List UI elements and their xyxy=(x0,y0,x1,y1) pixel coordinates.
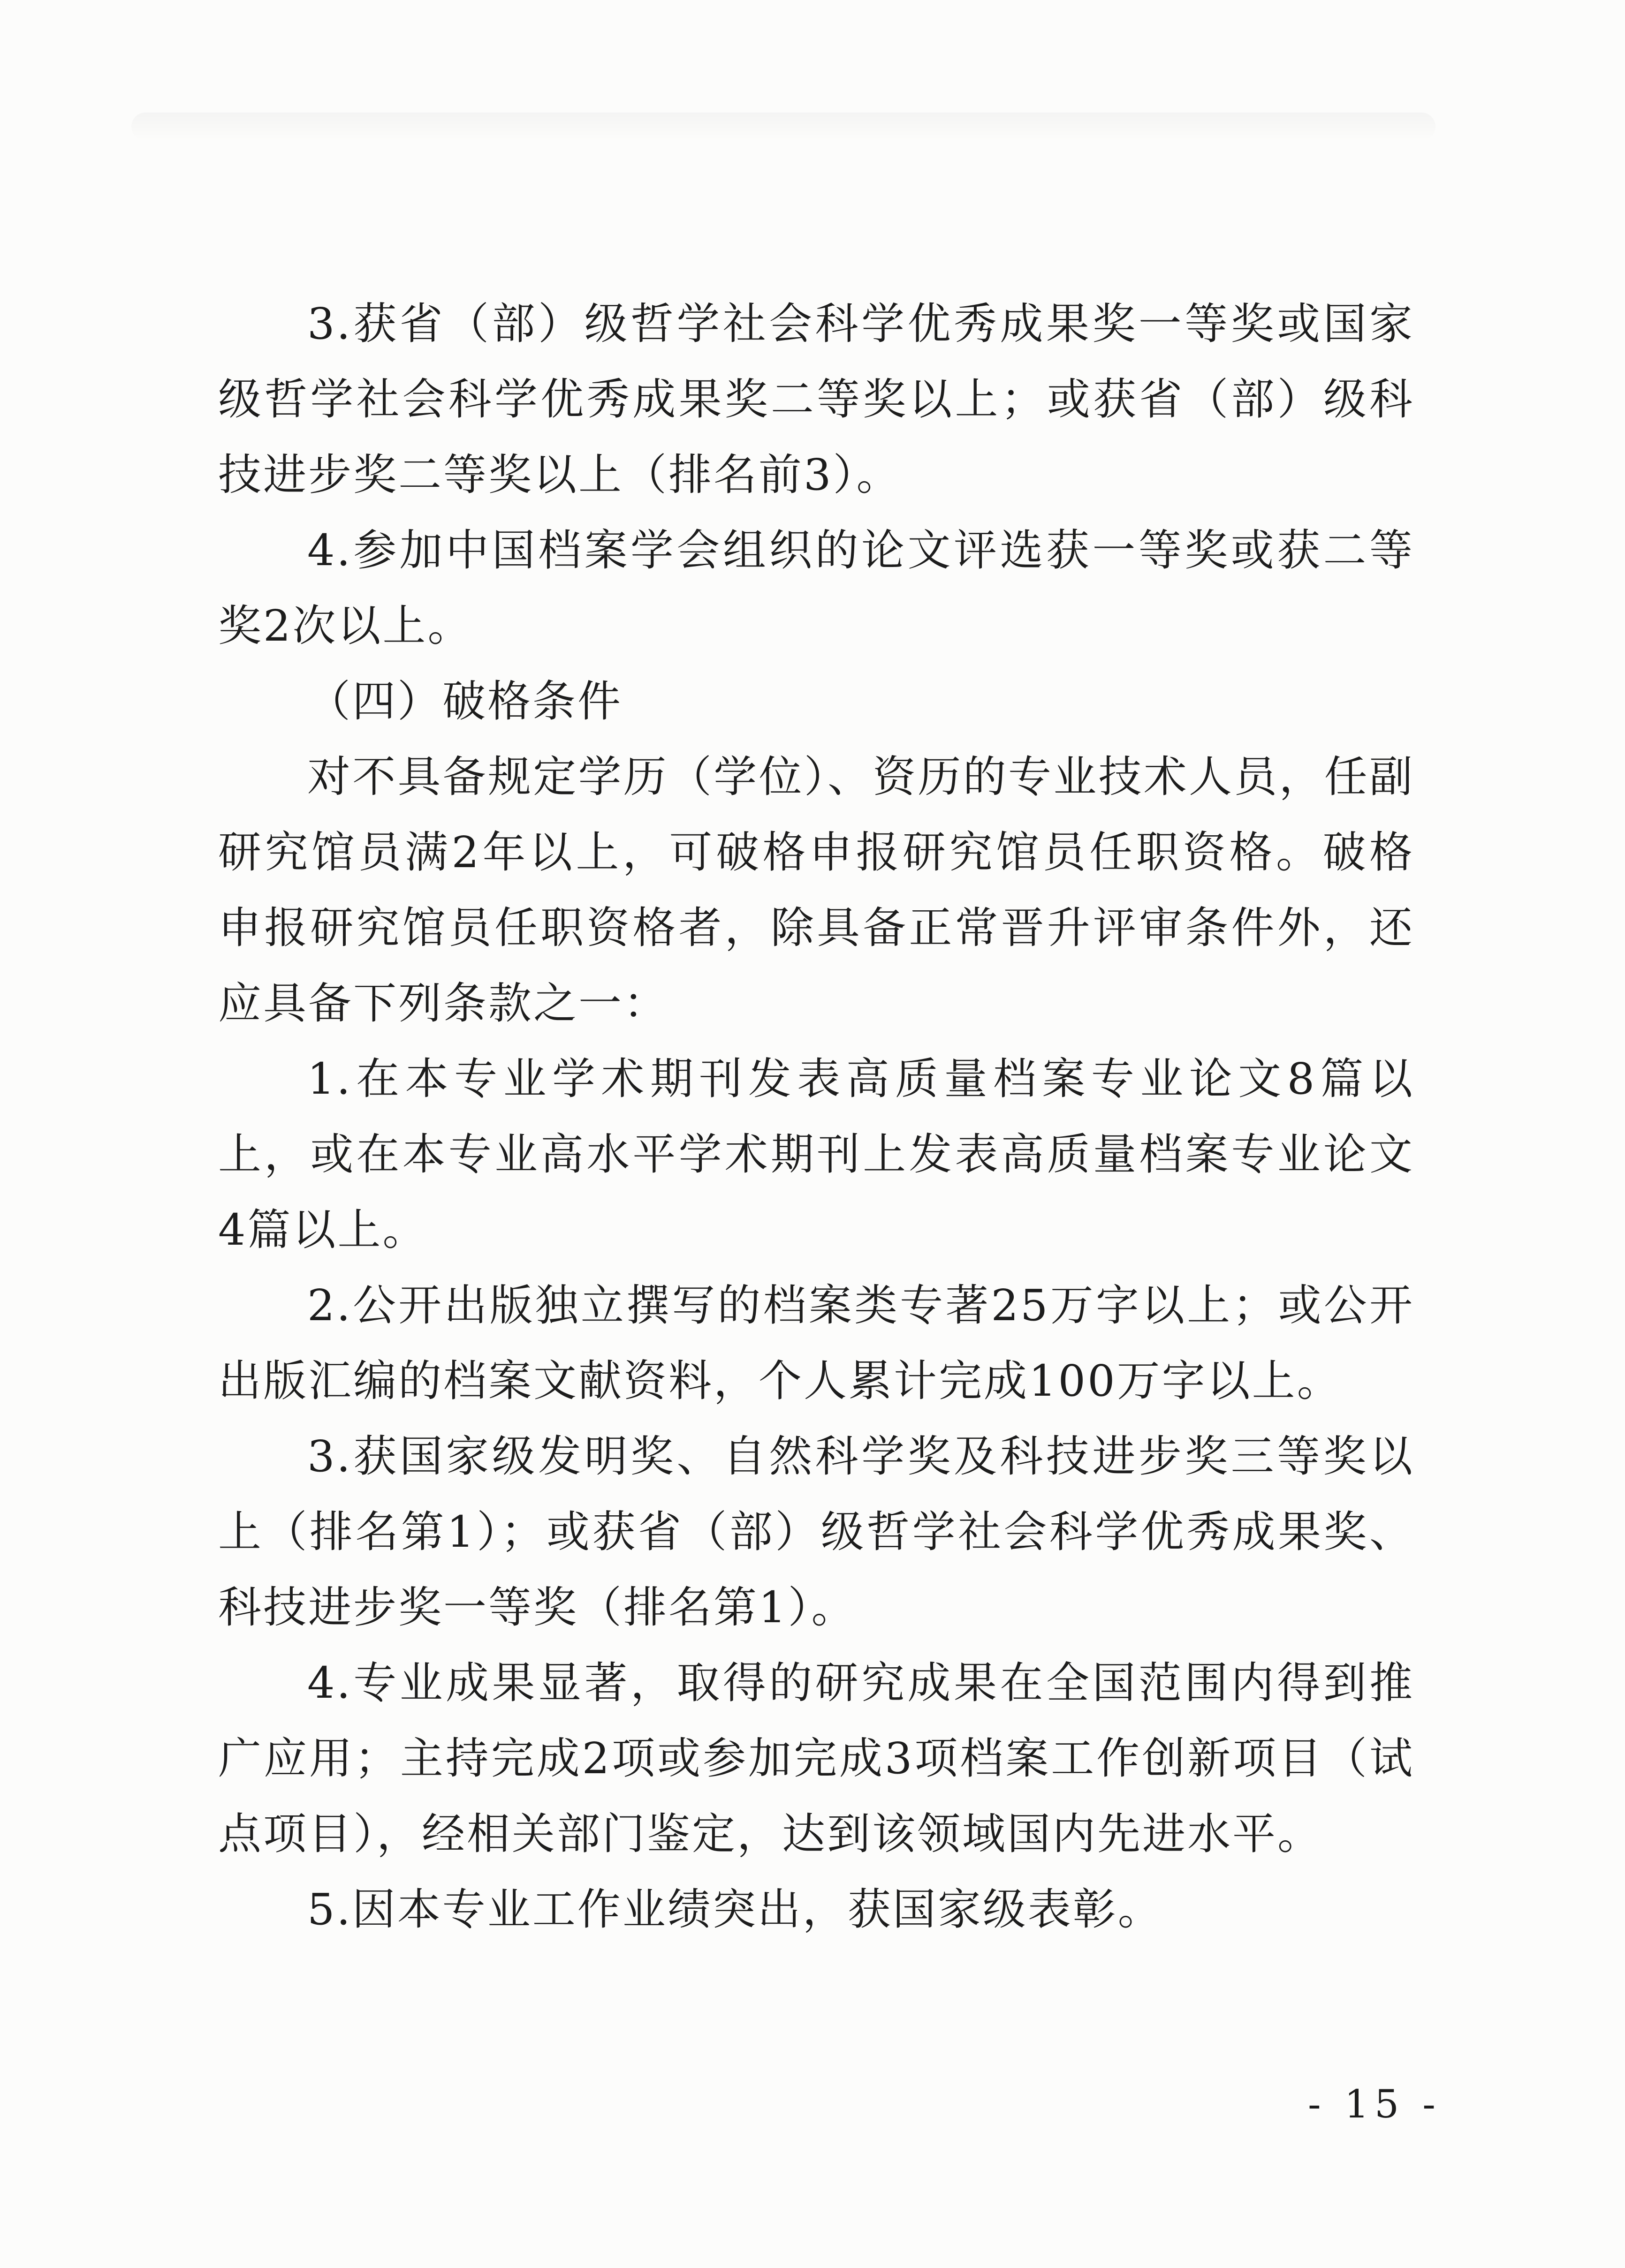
scan-artifact xyxy=(131,113,1435,141)
page-number: - 15 - xyxy=(1308,2082,1441,2127)
paragraph-exceptional-intro: 对不具备规定学历（学位）、资历的专业技术人员，任副研究馆员满2年以上，可破格申报研究馆员任职资格。破格申报研究馆员任职资格者，除具备正常晋升评审条件外，还应具备下列条款之一： xyxy=(218,752,1414,1028)
paragraph-item-1: 1.在本专业学术期刊发表高质量档案专业论文8篇以上，或在本专业高水平学术期刊上发表高质量档案专业论文4篇以上。 xyxy=(218,1054,1414,1255)
section-heading-exceptional-conditions: （四）破格条件 xyxy=(307,676,623,726)
paragraph-item-2: 2.公开出版独立撰写的档案类专著25万字以上；或公开出版汇编的档案文献资料，个人累计完成100万字以上。 xyxy=(218,1280,1414,1406)
paragraph-award-provincial: 3.获省（部）级哲学社会科学优秀成果奖一等奖或国家级哲学社会科学优秀成果奖二等奖以上；或获省（部）级科技进步奖二等奖以上（排名前3）。 xyxy=(218,299,1414,500)
document-body xyxy=(218,286,1414,1947)
paragraph-item-3: 3.获国家级发明奖、自然科学奖及科技进步奖三等奖以上（排名第1）；或获省（部）级哲学社会科学优秀成果奖、科技进步奖一等奖（排名第1）。 xyxy=(218,1431,1414,1633)
paragraph-paper-selection: 4.参加中国档案学会组织的论文评选获一等奖或获二等奖2次以上。 xyxy=(218,525,1414,651)
paragraph-item-5: 5.因本专业工作业绩突出，获国家级表彰。 xyxy=(307,1884,1163,1935)
paragraph-item-4: 4.专业成果显著，取得的研究成果在全国范围内得到推广应用；主持完成2项或参加完成3项档案工作创新项目（试点项目），经相关部门鉴定，达到该领域国内先进水平。 xyxy=(218,1658,1414,1859)
